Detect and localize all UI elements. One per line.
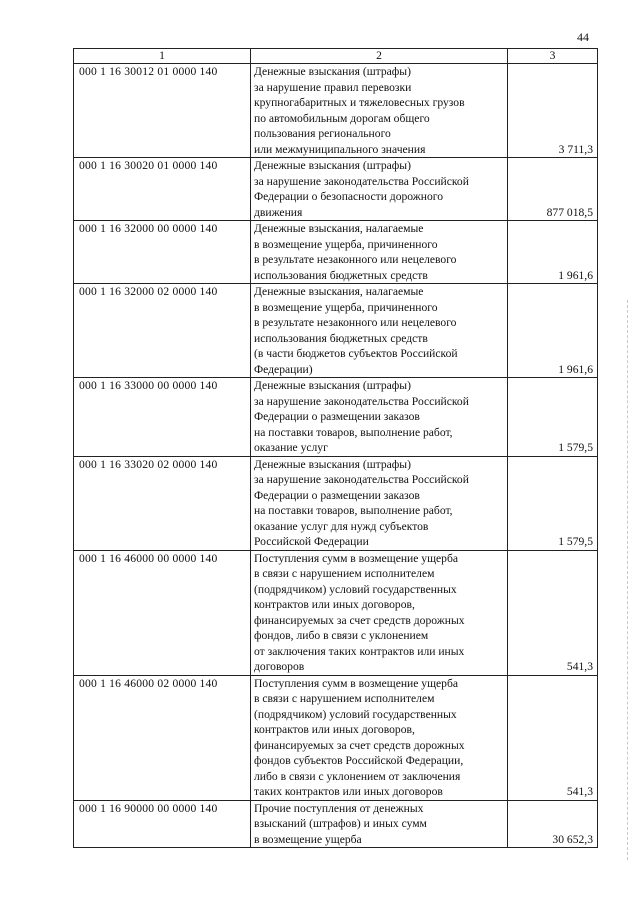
amount-value: 3 711,3 <box>508 64 598 158</box>
description-line: в возмещение ущерба, причиненного <box>254 300 438 314</box>
description-line: или межмуниципального значения <box>254 142 426 156</box>
description-line: Денежные взыскания (штрафы) <box>254 65 411 78</box>
budget-classification-code: 000 1 16 46000 00 0000 140 <box>74 550 251 675</box>
description-line: Денежные взыскания, налагаемые <box>254 285 424 298</box>
description-line: использования бюджетных средств <box>254 331 428 345</box>
description-line: (в части бюджетов субъектов Российской <box>254 347 458 360</box>
budget-classification-code: 000 1 16 32000 02 0000 140 <box>74 284 251 378</box>
table-body <box>74 64 598 848</box>
description-line: финансируемых за счет средств дорожных <box>254 738 465 752</box>
budget-classification-code: 000 1 16 30012 01 0000 140 <box>74 64 251 158</box>
description-line: в возмещение ущерба, причиненного <box>254 237 438 251</box>
description-line: крупногабаритных и тяжеловесных грузов <box>254 96 465 109</box>
description-line: Федерации о безопасности дорожного <box>254 190 444 203</box>
description-line: взысканий (штрафов) и иных сумм <box>254 817 427 830</box>
description-line: в возмещение ущерба <box>254 832 362 846</box>
budget-classification-code: 000 1 16 33000 00 0000 140 <box>74 378 251 457</box>
revenue-description <box>251 675 508 800</box>
table-row <box>74 378 598 457</box>
table-row <box>74 800 598 848</box>
revenue-description <box>251 456 508 550</box>
description-line: в связи с нарушением исполнителем <box>254 692 435 705</box>
description-line: от заключения таких контрактов или иных <box>254 644 465 658</box>
description-line: движения <box>254 205 303 219</box>
description-line: фондов, либо в связи с уклонением <box>254 629 429 642</box>
revenue-description <box>251 800 508 848</box>
description-line: Поступления сумм в возмещение ущерба <box>254 551 458 565</box>
amount-value: 1 579,5 <box>508 378 598 457</box>
description-line: финансируемых за счет средств дорожных <box>254 613 465 627</box>
column-header-amount: 3 <box>508 49 598 64</box>
description-line: за нарушение правил перевозки <box>254 80 412 94</box>
amount-value: 1 579,5 <box>508 456 598 550</box>
column-header-description: 2 <box>251 49 508 64</box>
table-row <box>74 675 598 800</box>
description-line: на поставки товаров, выполнение работ, <box>254 504 453 517</box>
revenue-description <box>251 64 508 158</box>
description-line: Федерации) <box>254 362 313 376</box>
revenue-description <box>251 221 508 284</box>
description-line: Федерации о размещении заказов <box>254 488 420 502</box>
page-number: 44 <box>577 30 589 44</box>
description-line: контрактов или иных договоров, <box>254 598 415 611</box>
amount-value: 541,3 <box>508 550 598 675</box>
amount-value: 877 018,5 <box>508 158 598 221</box>
budget-classification-code: 000 1 16 90000 00 0000 140 <box>74 800 251 848</box>
table-row <box>74 158 598 221</box>
header-row <box>74 49 598 64</box>
description-line: использования бюджетных средств <box>254 268 428 282</box>
description-line: за нарушение законодательства Российской <box>254 473 469 486</box>
description-line: оказание услуг для нужд субъектов <box>254 519 429 533</box>
description-line: либо в связи с уклонением от заключения <box>254 769 461 783</box>
description-line: (подрядчиком) условий государственных <box>254 707 457 721</box>
description-line: на поставки товаров, выполнение работ, <box>254 425 453 439</box>
budget-classification-code: 000 1 16 32000 00 0000 140 <box>74 221 251 284</box>
description-line: по автомобильным дорогам общего <box>254 111 430 125</box>
margin-rule <box>627 300 628 860</box>
description-line: таких контрактов или иных договоров <box>254 785 443 798</box>
description-line: Денежные взыскания (штрафы) <box>254 457 411 471</box>
description-line: в результате незаконного или нецелевого <box>254 316 457 329</box>
revenue-description <box>251 378 508 457</box>
amount-value: 1 961,6 <box>508 284 598 378</box>
budget-classification-code: 000 1 16 46000 02 0000 140 <box>74 675 251 800</box>
description-line: в связи с нарушением исполнителем <box>254 567 435 580</box>
revenue-description <box>251 550 508 675</box>
description-line: Денежные взыскания (штрафы) <box>254 159 411 172</box>
table-row <box>74 456 598 550</box>
description-line: Денежные взыскания, налагаемые <box>254 222 424 235</box>
description-line: оказание услуг <box>254 441 328 454</box>
table-row <box>74 221 598 284</box>
description-line: контрактов или иных договоров, <box>254 723 415 736</box>
description-line: договоров <box>254 660 305 673</box>
description-line: Федерации о размещении заказов <box>254 410 420 423</box>
description-line: в результате незаконного или нецелевого <box>254 253 457 266</box>
budget-revenue-table <box>73 48 598 848</box>
amount-value: 541,3 <box>508 675 598 800</box>
description-line: за нарушение законодательства Российской <box>254 394 469 408</box>
description-line: Поступления сумм в возмещение ущерба <box>254 676 458 690</box>
description-line: за нарушение законодательства Российской <box>254 174 469 188</box>
budget-classification-code: 000 1 16 33020 02 0000 140 <box>74 456 251 550</box>
description-line: (подрядчиком) условий государственных <box>254 582 457 596</box>
amount-value: 1 961,6 <box>508 221 598 284</box>
revenue-description <box>251 284 508 378</box>
budget-classification-code: 000 1 16 30020 01 0000 140 <box>74 158 251 221</box>
revenue-description <box>251 158 508 221</box>
table-row <box>74 64 598 158</box>
column-header-code: 1 <box>74 49 251 64</box>
description-line: фондов субъектов Российской Федерации, <box>254 754 464 767</box>
table-row <box>74 550 598 675</box>
description-line: Российской Федерации <box>254 535 369 548</box>
description-line: пользования регионального <box>254 127 391 140</box>
table-row <box>74 284 598 378</box>
amount-value: 30 652,3 <box>508 800 598 848</box>
description-line: Прочие поступления от денежных <box>254 801 424 815</box>
description-line: Денежные взыскания (штрафы) <box>254 379 411 392</box>
